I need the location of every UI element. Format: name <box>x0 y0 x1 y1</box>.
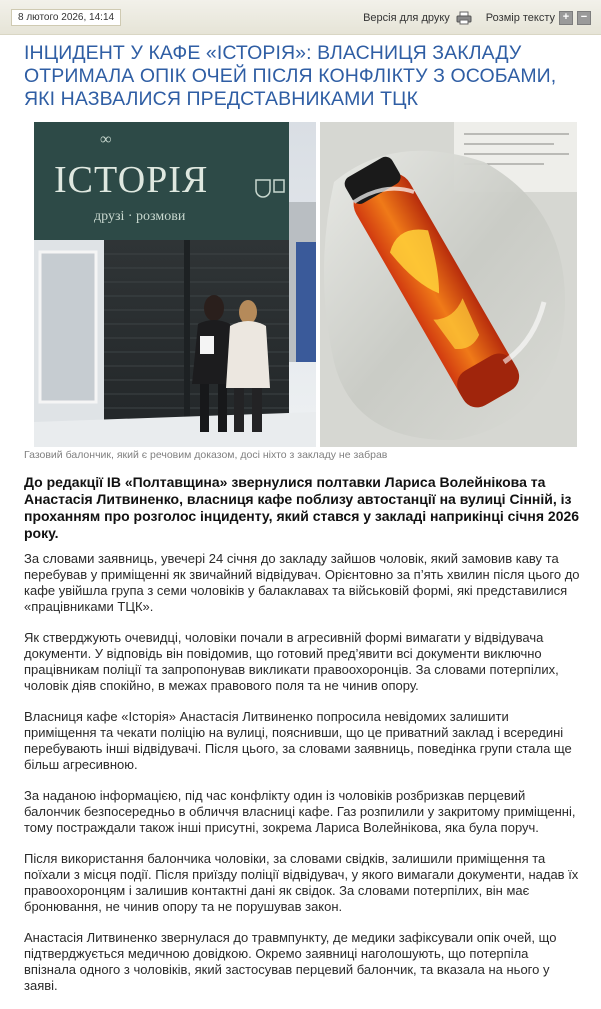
font-size-label: Розмір тексту <box>485 12 555 24</box>
sign-sub-text: друзі · розмови <box>94 209 186 224</box>
printer-icon[interactable] <box>456 11 472 25</box>
top-bar <box>0 0 601 35</box>
article-paragraph: Після використання балончика чоловіки, за словами свідків, залишили приміщення та поїхали з місця події. Після приїзду поліції відвідувач, у якого вимагали документи, надав їх правоохоронцям і залишив контактні дані як свідок. За словами потерпілих, він має бронювання, не чинив опору та не порушував закон. <box>24 851 579 914</box>
article-paragraph: За словами заявниць, увечері 24 січня до закладу зайшов чоловік, який замовив каву та перебував у приміщенні як звичайний відвідувач. Орієнтовно за п’ять хвилин після цього до кафе увійшла група з семи чоловіків у балаклавах та військовій формі, які представилися «працівниками ТЦК». <box>24 551 580 614</box>
article-photo <box>34 122 577 447</box>
article-paragraph: Власниця кафе «Історія» Анастасія Литвиненко попросила невідомих залишити приміщення та чекати поліцію на вулиці, пояснивши, що це приватний заклад і всередині перебувають інші відвідувачі. Після цього, за словами заявниць, поведінка групи стала ще більш агресивною. <box>24 709 572 772</box>
print-version-link[interactable]: Версія для друку <box>363 12 450 24</box>
publish-date: 8 лютого 2026, 14:14 <box>11 9 121 26</box>
cafe-photo <box>34 122 316 447</box>
article-paragraph: Як стверджують очевидці, чоловіки почали в агресивній формі вимагати у відвідувача документи. У відповідь він повідомив, що готовий пред’явити всі документи виключно працівникам поліції та запропонував викликати правоохоронців. За словами потерпілих, чоловік діяв спокійно, в межах правового поля та не чинив опору. <box>24 630 559 693</box>
article-paragraph: За наданою інформацією, під час конфлікту один із чоловіків розбризкав перцевий балончик безпосередньо в обличчя власниці кафе. Газ розпилили у закритому приміщенні, тому постраждали також інші присутні, зокрема Лариса Волейнікова, яка була поруч. <box>24 788 576 835</box>
article-body <box>24 551 582 1009</box>
sign-infinity: ∞ <box>100 131 112 148</box>
font-size-decrease-button[interactable]: − <box>577 11 591 25</box>
article-title: ІНЦИДЕНТ У КАФЕ «ІСТОРІЯ»: ВЛАСНИЦЯ ЗАКЛАДУ ОТРИМАЛА ОПІК ОЧЕЙ ПІСЛЯ КОНФЛІКТУ З ОСОБАМИ, ЯКІ НАЗВАЛИСЯ ПРЕДСТАВНИКАМИ ТЦК <box>24 42 557 110</box>
article-paragraph: Анастасія Литвиненко звернулася до травмпункту, де медики зафіксували опік очей, що підтверджується медичною довідкою. Окремо заявниці наголошують, що потерпіла впізнала одного з чоловіків, який застосував перцевий балончик, та вказала на нього у заяві. <box>24 930 557 993</box>
article-lead: До редакції IВ «Полтавщина» звернулися полтавки Лариса Волейнікова та Анастасія Литвиненко, власниця кафе поблизу автостанції на вулиці Сінній, із проханням про розголос інциденту, який стався у закладі наприкінці січня 2026 року. <box>24 474 580 541</box>
font-size-increase-button[interactable]: + <box>559 11 573 25</box>
photo-caption: Газовий балончик, який є речовим доказом, досі ніхто з закладу не забрав <box>24 449 388 461</box>
pepper-spray-photo <box>320 122 577 447</box>
article-tools <box>363 9 591 27</box>
sign-main-text: ІСТОРІЯ <box>54 159 209 201</box>
